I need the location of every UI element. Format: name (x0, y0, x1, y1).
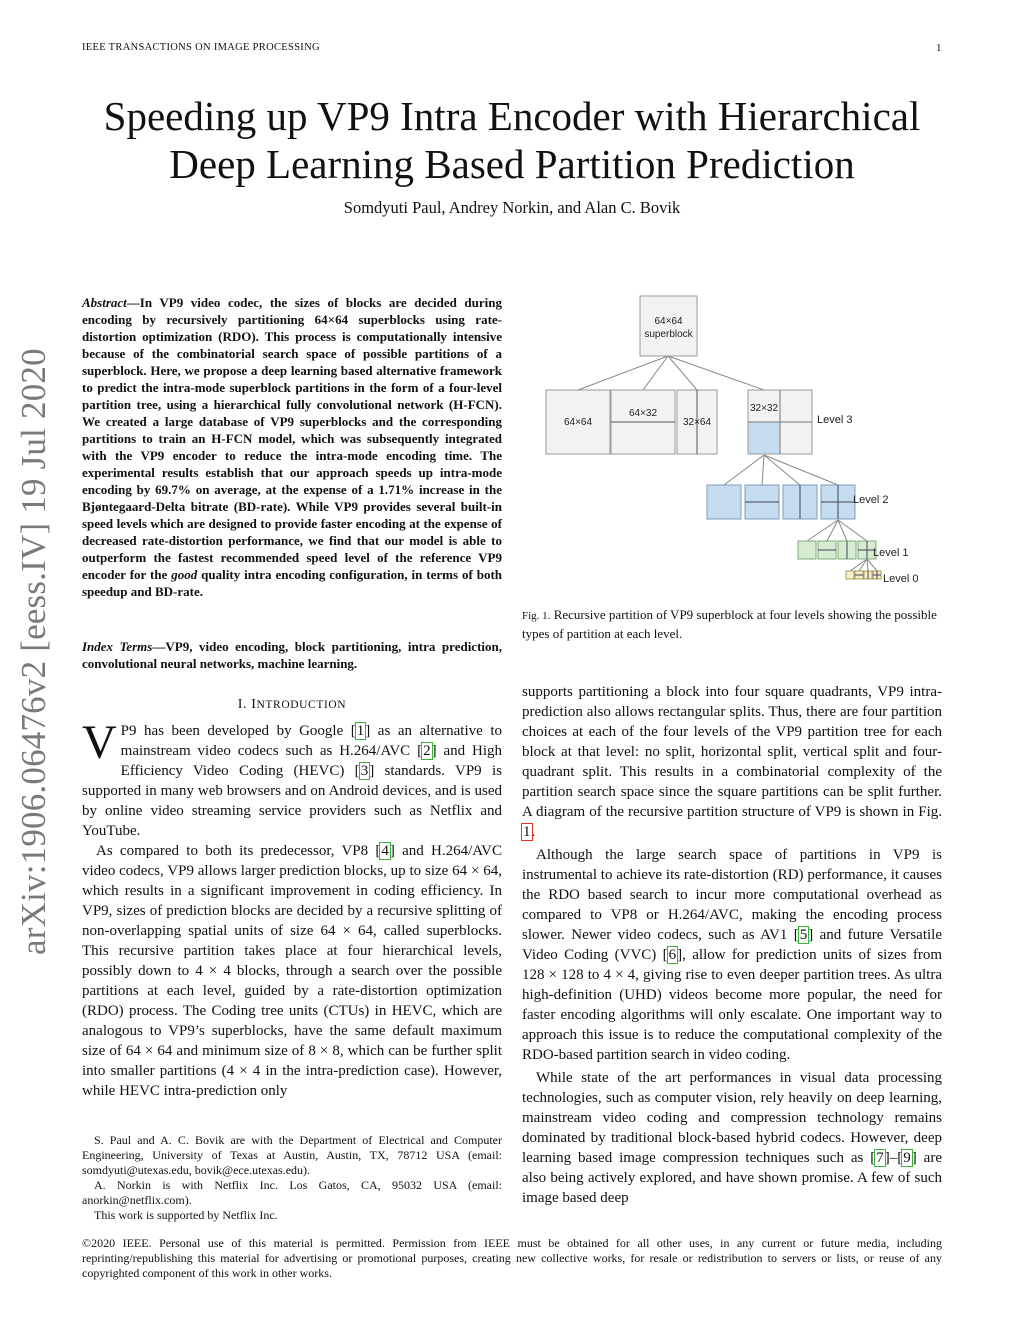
text-run: supports partitioning a block into four square quadrants, VP9 intra-prediction also allows rectangular splits. Thus, there are four partition choices at each of the four levels of the VP9 partition tree for each block at that level: no split, horizontal split, vertical split and four-quadrant split. This results in a combinatorial complexity of the partition search space since the square partitions can be split further. A diagram of the recursive partition structure of VP9 is shown in Fig. (522, 684, 942, 820)
root-label-size: 64×64 (654, 316, 683, 327)
left-column-body (82, 716, 503, 1101)
section-heading-introduction (82, 697, 502, 713)
abstract-text: —In VP9 video codec, the sizes of blocks are decided during encoding by recursively partitioning 64×64 superblocks using rate-distortion optimization (RDO). This process is computationally intensive because of the combinatorial search space of possible partitions of a superblock. Here, we propose a deep learning based alternative framework to predict the intra-mode superblock partitions in the form of a four-level partition tree, using a hierarchical fully convolutional network (H-FCN). We created a large database of VP9 superblocks and the corresponding partitions to train an H-FCN model, which was subsequently integrated with the VP9 encoder to reduce the intra-mode encoding time. The experimental results establish that our approach speeds up intra-mode encoding by 69.7% on average, at the expense of a 1.71% increase in the Bjøntegaard-Delta bitrate (BD-rate). While VP9 provides several built-in speed levels which are designed to provide faster encoding at the expense of decreased rate-distortion performance, we find that our model is able to outperform the fastest recommended speed level of the reference VP9 encoder for the (82, 295, 502, 582)
level-2-node-no-split (707, 485, 741, 519)
node-vertical-split-label: 32×64 (682, 417, 712, 428)
footnote-funding: This work is supported by Netflix Inc. (94, 1208, 278, 1222)
right-paragraph-3 (522, 1068, 942, 1208)
level-0-nodes (846, 571, 881, 579)
text-run: As compared to both its predecessor, VP8 [ (96, 843, 381, 859)
level-0-label: Level 0 (883, 573, 919, 585)
text-run: While state of the art performances in visual data processing technologies, such as computer vision, rely heavily on deep learning, mainstream video coding and compression technology remains dominated by traditional block-based hybrid codecs. However, deep learning based image compression techniques such as [ (522, 1070, 942, 1166)
index-terms-label: Index Terms (82, 639, 153, 654)
root-label-name: superblock (644, 329, 693, 340)
index-terms-text: —VP9, video encoding, block partitioning, intra prediction, convolutional neural networks, machine learning. (82, 639, 502, 671)
abstract-text-end: quality intra encoding configuration, in terms of both speedup and BD-rate. (82, 567, 503, 599)
level-3-label: Level 3 (817, 414, 853, 426)
running-header: IEEE TRANSACTIONS ON IMAGE PROCESSING (82, 42, 320, 53)
arxiv-watermark: arXiv:1906.06476v2 [eess.IV] 19 Jul 2020 (14, 348, 53, 955)
text-run: ] as an alternative to mainstream video codecs such as H.264/AVC [ (120, 723, 502, 759)
intro-paragraph-1 (82, 716, 503, 841)
text-run: ] are also being actively explored, and have shown promise. A few of such image based deep (522, 1150, 942, 1206)
text-run: ] and future Versatile Video Coding (VVC) [ (522, 927, 942, 963)
footnotes (82, 1133, 502, 1223)
node-no-split-label: 64×64 (563, 417, 593, 428)
intro-paragraph-2 (82, 841, 502, 1101)
level-2-label: Level 2 (853, 494, 889, 506)
page-number: 1 (936, 42, 942, 54)
figure-caption (522, 606, 942, 642)
citation-link[interactable]: 3 (360, 763, 369, 779)
text-run: . (531, 824, 536, 840)
level-1-label: Level 1 (873, 547, 909, 559)
citation-link[interactable]: 9 (903, 1150, 911, 1166)
citation-link[interactable]: 6 (668, 947, 677, 963)
caption-text: Recursive partition of VP9 superblock at four levels showing the possible types of partition at each level. (522, 607, 937, 641)
citation-link[interactable]: 2 (423, 743, 431, 759)
highlighted-quadrant (748, 422, 780, 454)
author-list: Somdyuti Paul, Andrey Norkin, and Alan C. Bovik (343, 198, 681, 217)
footnote-affiliation-2: A. Norkin is with Netflix Inc. Los Gatos, CA, 95032 USA (email: anorkin@netflix.com). (82, 1178, 502, 1207)
right-column-body (522, 682, 942, 1208)
text-run: ]–[ (884, 1150, 903, 1166)
node-horizontal-split-label: 64×32 (628, 408, 658, 419)
level-1-nodes (798, 541, 876, 559)
right-paragraph-2 (522, 845, 942, 1065)
text-run: P9 has been developed by Google [ (120, 723, 356, 739)
title-line-1: Speeding up VP9 Intra Encoder with Hierarchical (103, 93, 921, 139)
section-title-rest: NTRODUCTION (256, 699, 347, 711)
level-1-node-no-split (798, 541, 816, 559)
citation-link[interactable]: 7 (876, 1150, 884, 1166)
level-2-nodes (707, 485, 855, 519)
text-run: ], allow for prediction units of sizes from 128 × 128 to 4 × 4, giving rise to even deeper partition trees. As ultra high-definition (UHD) videos become more popular, the need for faster encoding algorithms will only escalate. One important way to approach this issue is to reduce the computational complexity of the RDO-based partition search in video coding. (522, 947, 942, 1063)
abstract-italic-word: good (171, 567, 198, 582)
citation-link[interactable]: 4 (381, 843, 389, 859)
footnote-affiliation-1: S. Paul and A. C. Bovik are with the Department of Electrical and Computer Engineering, University of Texas at Austin, Austin, TX, 78712 USA (email: somdyuti@utexas.edu, bovik@ece.utexas.edu). (82, 1133, 502, 1177)
drop-cap: V (82, 716, 117, 769)
caption-prefix: Fig. 1. (522, 610, 551, 622)
citation-link[interactable]: 5 (799, 927, 808, 943)
text-run: ] and H.264/AVC video codecs, VP9 allows larger prediction blocks, up to size 64 × 64, which results in a significant improvement in coding efficiency. In VP9, sizes of prediction blocks are decided by a recursive splitting of non-overlapping spatial units of size 64 × 64, called superblocks. This recursive partition takes place at four hierarchical levels, possibly down to 4 × 4 blocks, through a search over the possible partitions at each level, guided by a rate-distortion optimization (RDO) process. The Coding tree units (CTUs) in HEVC, which are analogous to VP9’s superblocks, have the same default maximum size of 64 × 64 and minimum size of 8 × 8, which can be further split into smaller partitions (4 × 4 in the intra-prediction case). However, while HEVC intra-prediction only (82, 843, 502, 1099)
copyright-notice: ©2020 IEEE. Personal use of this material is permitted. Permission from IEEE must be obtained for all other uses, in any current or future media, including reprinting/republishing this material for advertising or promotional purposes, creating new collective works, for resale or redistribution to servers or lists, or reuse of any copyrighted component of this work in other works. (82, 1236, 942, 1280)
section-numeral: I. I (237, 697, 257, 712)
partition-tree-figure (540, 292, 940, 594)
level-0-node-no-split (846, 571, 854, 579)
right-paragraph-1 (522, 682, 942, 842)
citation-link[interactable]: 1 (356, 723, 365, 739)
abstract-label: Abstract (82, 295, 127, 310)
text-run: ] standards. VP9 is supported in many web browsers and on Android devices, and is used by online video streaming service providers such as Netflix and YouTube. (82, 763, 502, 839)
paper-title (70, 92, 954, 188)
figure-ref-link[interactable]: 1 (523, 824, 531, 840)
abstract (82, 294, 502, 600)
index-terms (82, 638, 502, 672)
node-quad-split-label: 32×32 (749, 403, 779, 414)
title-line-2: Deep Learning Based Partition Prediction (169, 141, 855, 187)
tree-connectors (578, 356, 877, 571)
text-run: Although the large search space of partitions in VP9 is instrumental to achieve its rate-distortion (RD) performance, it causes the RDO based search to incur more computational overhead as compared to VP8 or H.264/AVC, making the encoding process slower. Newer video codecs, such as AV1 [ (522, 847, 942, 943)
text-run: ] and High Efficiency Video Coding (HEVC) [ (120, 743, 503, 779)
